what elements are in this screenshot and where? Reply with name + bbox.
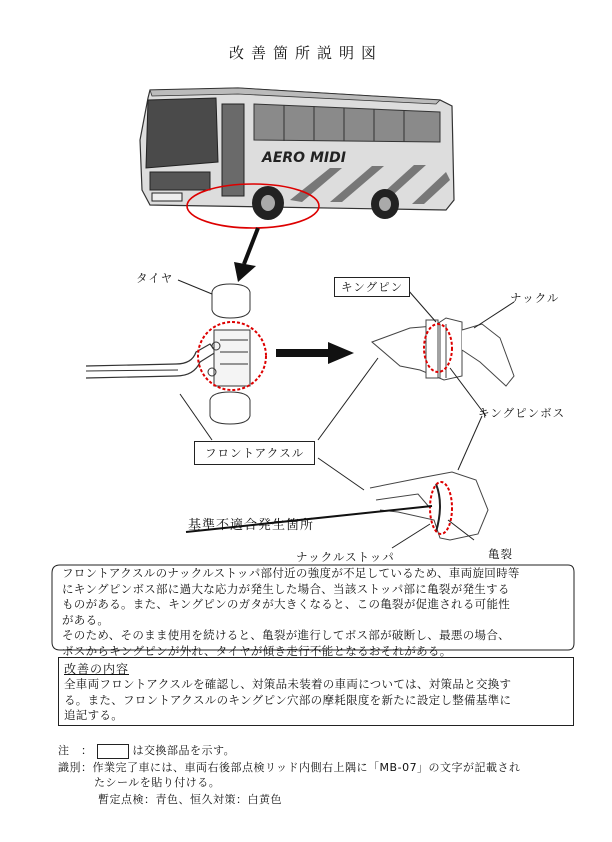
improvement-line: る。また、フロントアクスルのキングピン穴部の摩耗限度を新たに設定し整備基準に [64,692,512,707]
description-line: ものがある。また、キングピンのガタが大きくなると、この亀裂が促進される可能性 [62,597,511,611]
kingpin-detail [372,318,514,386]
label-crack: 亀裂 [488,547,513,561]
improvement-line: 全車両フロントアクスルを確認し、対策品未装着の車両については、対策品と交換す [64,677,512,691]
bus-illustration [140,88,454,228]
description-text [62,566,567,659]
label-knuckle: ナックル [510,291,560,305]
label-kingpin-boss: キングピンボス [478,406,566,420]
label-knuckle-stopper: ナックルストッパ [296,550,395,564]
description-line: ボスからキングピンが外れ、タイヤが傾き走行不能となるおそれがある。 [62,643,452,658]
axle-illustration [86,284,266,424]
id-text-1: 作業完了車には、車両右後部点検リッド内側右上隅に「MB-07」の文字が記載され [92,761,521,774]
note-label: 注 ： [58,744,93,757]
bus-brand-text: AERO MIDI [262,150,346,166]
note-row [58,742,235,759]
label-defect-location: 基準不適合発生箇所 [188,518,315,533]
color-note: 暫定点検：青色、恒久対策：白黄色 [98,793,282,806]
label-front-axle: フロントアクスル [194,441,315,465]
id-text-2: たシールを貼り付ける。 [94,776,221,789]
id-row [58,759,521,775]
improvement-line: 追記する。 [64,708,123,722]
improvement-heading: 改善の内容 [64,662,130,676]
description-line: そのため、そのまま使用を続けると、亀裂が進行してボス部が破断し、最悪の場合、 [62,628,510,642]
description-line: フロントアクスルのナックルストッパ部付近の強度が不足しているため、車両旋回時等 [62,566,520,580]
note-text: は交換部品を示す。 [132,744,236,757]
replacement-part-swatch [97,744,129,759]
label-kingpin: キングピン [334,277,410,297]
description-line: にキングピンボス部に過大な応力が発生した場合、当該ストッパ部に亀裂が発生する [62,581,510,596]
description-line: がある。 [62,612,110,627]
improvement-text [64,677,564,724]
id-label: 識別： [58,761,93,774]
label-tire: タイヤ [136,271,174,285]
page-title: 改善箇所説明図 [228,44,383,62]
